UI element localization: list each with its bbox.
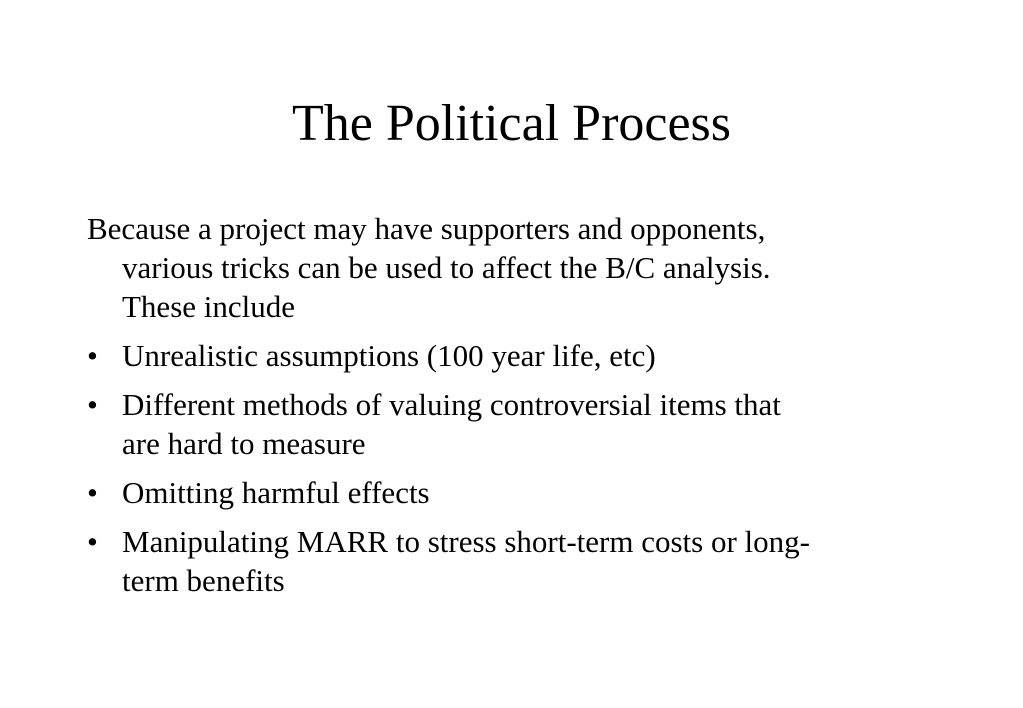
intro-line-1: Because a project may have supporters and opponents, xyxy=(87,211,766,246)
bullet-list xyxy=(87,336,957,600)
bullet-text-1: Unrealistic assumptions (100 year life, etc) xyxy=(122,338,656,373)
bullet-icon: • xyxy=(87,338,98,373)
bullet-item-1 xyxy=(87,336,957,375)
bullet-item-2 xyxy=(87,385,957,463)
bullet-text-2a: Different methods of valuing controversial items that xyxy=(122,387,781,422)
bullet-item-4 xyxy=(87,522,957,600)
slide-body xyxy=(87,209,957,600)
bullet-icon: • xyxy=(87,387,98,422)
bullet-text-4a: Manipulating MARR to stress short-term costs or long- xyxy=(122,524,810,559)
bullet-text-4b: term benefits xyxy=(122,563,285,598)
bullet-icon: • xyxy=(87,524,98,559)
intro-paragraph xyxy=(87,209,957,326)
slide-title: The Political Process xyxy=(291,95,732,152)
bullet-text-3: Omitting harmful effects xyxy=(122,475,430,510)
intro-line-2: various tricks can be used to affect the B/C analysis. xyxy=(122,250,771,285)
bullet-icon: • xyxy=(87,475,98,510)
intro-line-3: These include xyxy=(122,289,296,324)
bullet-item-3 xyxy=(87,473,957,512)
bullet-text-2b: are hard to measure xyxy=(122,426,366,461)
